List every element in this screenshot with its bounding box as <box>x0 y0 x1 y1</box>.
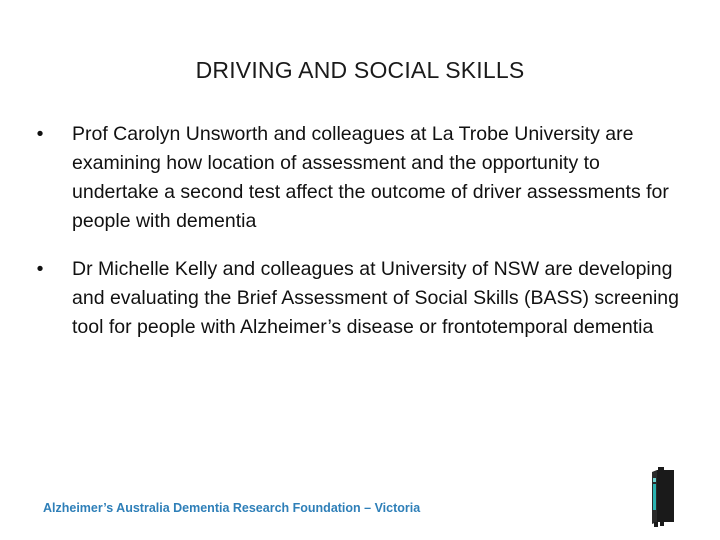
slide-title: DRIVING AND SOCIAL SKILLS <box>195 57 525 83</box>
bullet-text: Prof Carolyn Unsworth and colleagues at La Trobe University are examining how location of assessment and the opportunity to undertake a second test affect the outcome of driver assessments for people with dementia <box>72 123 669 232</box>
bullet-dot-icon: • <box>36 258 44 280</box>
bullet-dot-icon: • <box>36 123 44 145</box>
bullet-text: Dr Michelle Kelly and colleagues at University of NSW are developing and evaluating the Brief Assessment of Social Skills (BASS) screening tool for people with Alzheimer’s disease or frontotemporal dementia <box>72 258 679 338</box>
footer-organization: Alzheimer’s Australia Dementia Research Foundation – Victoria <box>43 501 421 515</box>
bullet-item <box>30 255 690 342</box>
bullet-list <box>30 120 690 361</box>
bullet-item <box>30 120 690 236</box>
book-logo-icon <box>650 466 676 528</box>
